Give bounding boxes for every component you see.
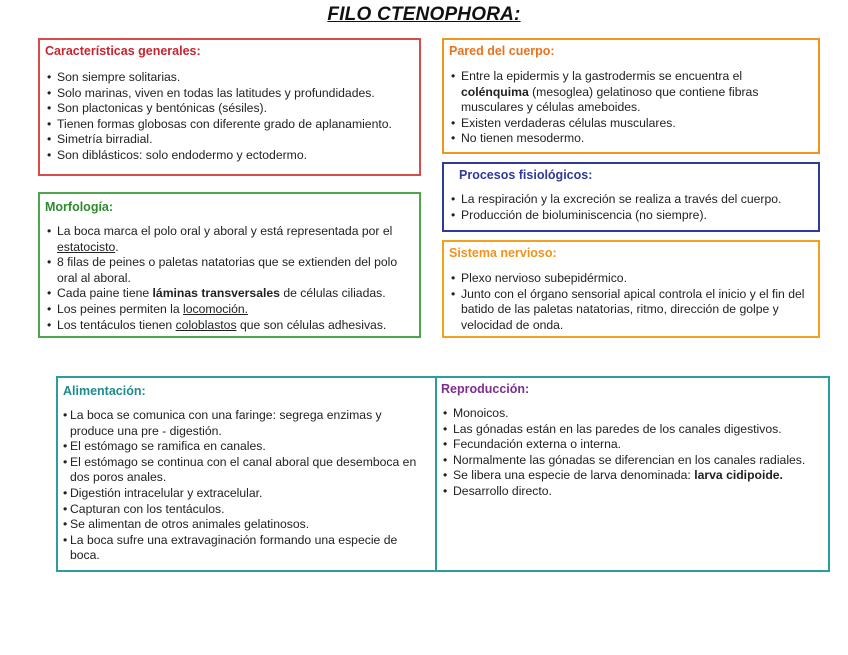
text-segment: Se libera una especie de larva denominada: (453, 468, 691, 483)
heading-morfologia: Morfología: (45, 200, 114, 214)
heading-procesos-fisiologicos: Procesos fisiológicos: (459, 168, 593, 182)
box-pared-del-cuerpo (442, 38, 820, 154)
list-item: • El estómago se continua con el canal aboral que desemboca en dos poros anales. (63, 455, 423, 486)
list-item: • Se alimentan de otros animales gelatinosos. (63, 517, 423, 533)
bold-term: larva cidipoide. (694, 468, 783, 483)
list-item: • El estómago se ramifica en canales. (63, 439, 423, 455)
heading-alimentacion: Alimentación: (63, 384, 146, 398)
list-pared-del-cuerpo (449, 69, 812, 147)
text-segment: Cada paine tiene (57, 286, 150, 301)
heading-reproduccion: Reproducción: (441, 382, 530, 396)
underlined-term: locomoción. (183, 301, 249, 316)
text-segment: Los tentáculos tienen (57, 317, 173, 332)
section-alimentacion (63, 384, 423, 564)
list-item: • Fecundación externa o interna. (441, 437, 829, 453)
list-item (441, 468, 829, 484)
list-item: • Son diblásticos: solo endodermo y ectodermo. (45, 148, 413, 164)
list-alimentacion (63, 408, 423, 564)
underlined-term: estatocisto (57, 239, 116, 254)
list-item: • La boca sufre una extravaginación formando una especie de boca. (63, 533, 423, 564)
list-item: • Junto con el órgano sensorial apical controla el inicio y el fin del batido de las paletas natatorias, ritmo, dirección de golpe y velocidad de onda. (449, 287, 812, 334)
list-item: • Existen verdaderas células musculares. (449, 116, 812, 132)
list-item (45, 302, 415, 318)
list-item (45, 286, 415, 302)
list-item: • Digestión intracelular y extracelular. (63, 486, 423, 502)
page-title: FILO CTENOPHORA: (327, 4, 521, 25)
list-item: • La respiración y la excreción se realiza a través del cuerpo. (449, 192, 812, 208)
list-item: • Son siempre solitarias. (45, 70, 413, 86)
text-segment: (mesoglea) gelatinoso que contiene fibras musculares y células ameboides. (461, 84, 759, 115)
bold-term: colénquima (461, 84, 529, 99)
list-item (449, 69, 812, 116)
underlined-term: coloblastos (175, 317, 237, 332)
list-item (45, 318, 415, 334)
text-segment: que son células adhesivas. (239, 317, 387, 332)
section-reproduccion (441, 382, 829, 500)
list-item: • Tienen formas globosas con diferente grado de aplanamiento. (45, 117, 413, 133)
list-item: • Normalmente las gónadas se diferencian en los canales radiales. (441, 453, 829, 469)
list-procesos-fisiologicos (449, 192, 812, 223)
list-reproduccion (441, 406, 829, 500)
heading-sistema-nervioso: Sistema nervioso: (449, 246, 557, 260)
box-sistema-nervioso (442, 240, 820, 338)
text-segment: Entre la epidermis y la gastrodermis se encuentra el (461, 69, 743, 83)
list-caracteristicas-generales (45, 70, 413, 164)
list-item: • Son plactonicas y bentónicas (sésiles). (45, 101, 413, 117)
list-item: • Plexo nervioso subepidérmico. (449, 271, 812, 287)
list-item: • Solo marinas, viven en todas las latitudes y profundidades. (45, 86, 413, 102)
list-item: • 8 filas de peines o paletas natatorias que se extienden del polo oral al aboral. (45, 255, 415, 286)
bold-term: láminas transversales (152, 286, 280, 301)
list-item: • No tienen mesodermo. (449, 131, 812, 147)
list-item: • Desarrollo directo. (441, 484, 829, 500)
list-item: • La boca se comunica con una faringe: segrega enzimas y produce una pre - digestión. (63, 408, 423, 439)
box-alimentacion-reproduccion (56, 376, 830, 572)
list-item: • Producción de bioluminiscencia (no siempre). (449, 208, 812, 224)
text-segment: La boca marca el polo oral y aboral y está representada por el (57, 224, 393, 238)
text-segment: Los peines permiten la (57, 301, 180, 316)
box-procesos-fisiologicos (442, 162, 820, 232)
list-sistema-nervioso (449, 271, 812, 333)
list-item: • Monoicos. (441, 406, 829, 422)
heading-caracteristicas-generales: Características generales: (45, 44, 201, 58)
box-caracteristicas-generales (38, 38, 421, 176)
list-item (45, 224, 415, 255)
list-item: • Simetría birradial. (45, 132, 413, 148)
text-segment: . (115, 239, 119, 254)
list-item: • Capturan con los tentáculos. (63, 502, 423, 518)
text-segment: de células ciliadas. (283, 286, 386, 301)
box-morfologia (38, 192, 421, 338)
list-item: • Las gónadas están en las paredes de los canales digestivos. (441, 422, 829, 438)
heading-pared-del-cuerpo: Pared del cuerpo: (449, 44, 555, 58)
list-morfologia (45, 224, 415, 333)
section-divider (435, 378, 437, 570)
